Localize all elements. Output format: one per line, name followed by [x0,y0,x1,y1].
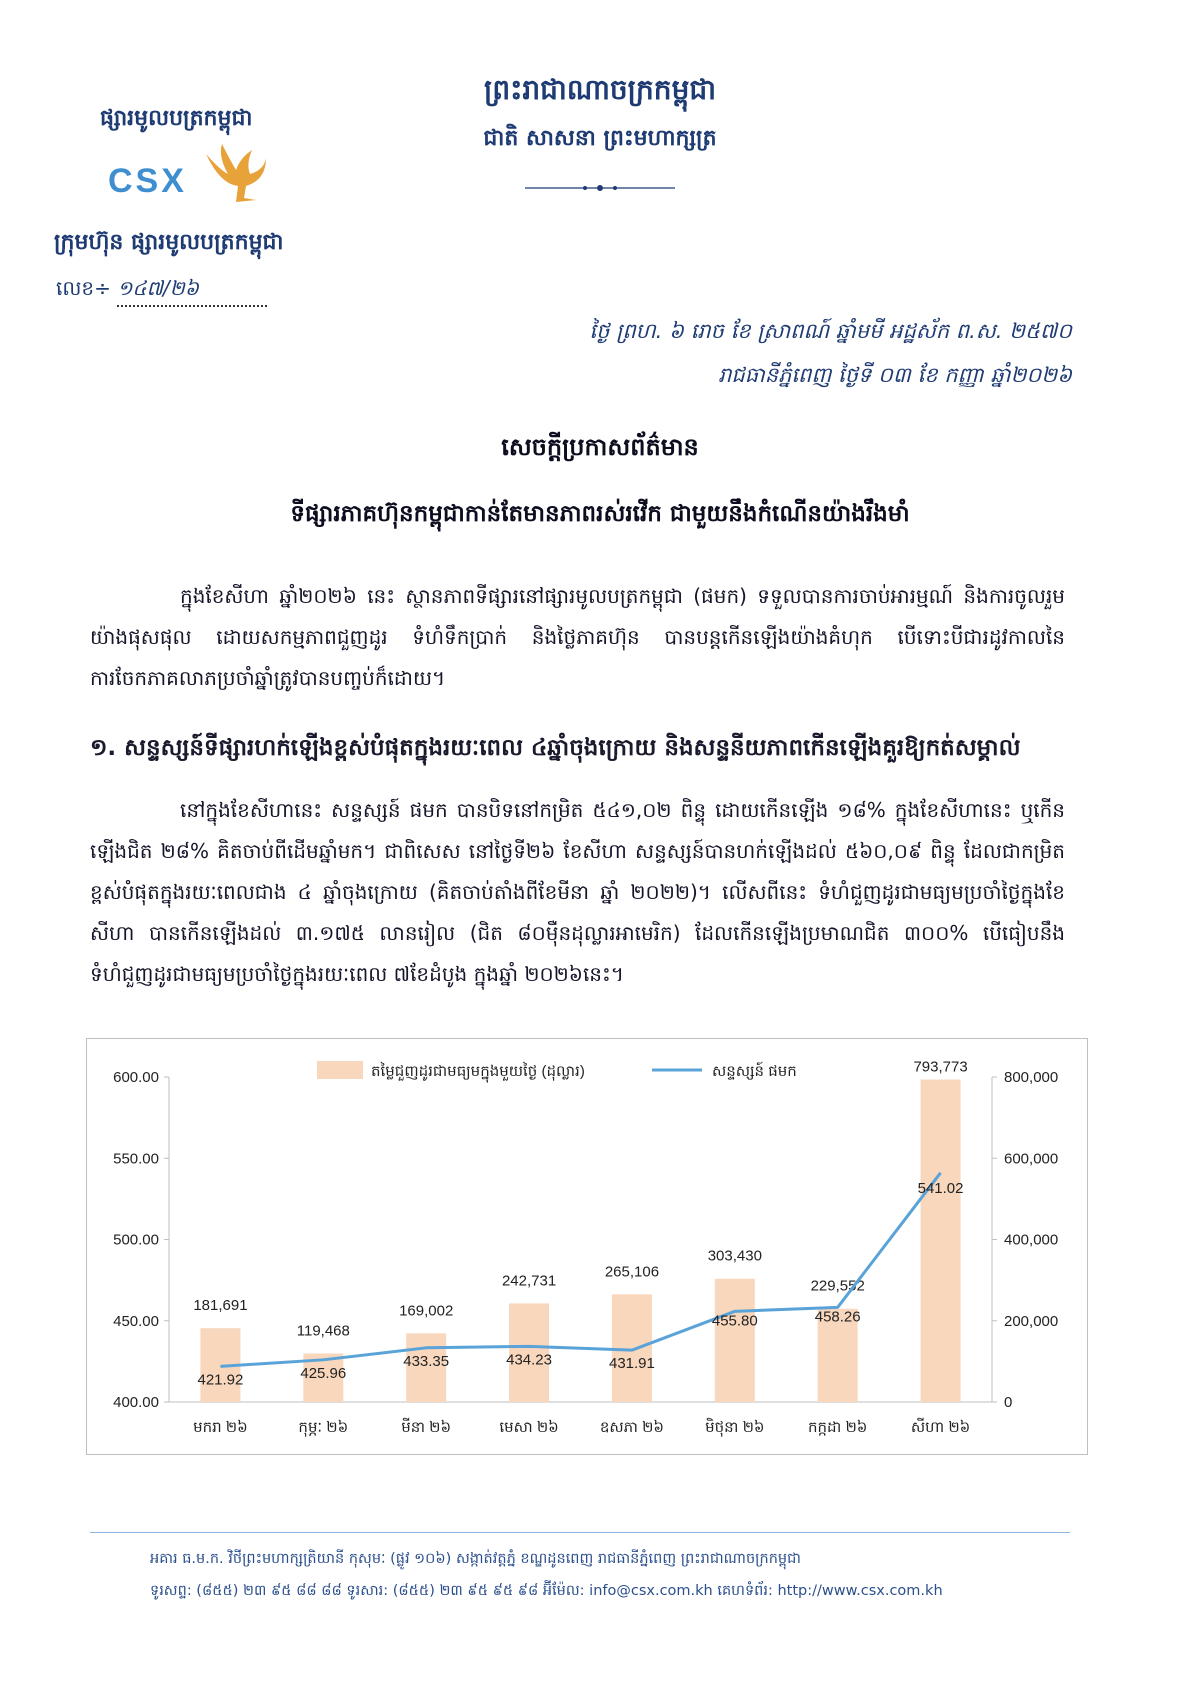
legend-bar-swatch [317,1061,363,1079]
section-1-body: នៅក្នុងខែសីហានេះ សន្ទស្សន៍ ផមក បានបិទនៅកម្រិត ៥៤១,០២ ពិន្ទុ ដោយកើនឡើង ១៨% ក្នុងខែសីហានេះ ឬកើនឡើងជិត ២៨% គិតចាប់ពីដើមឆ្នាំមក។ ជាពិសេស នៅថ្ងៃទី២៦ ខែសីហា សន្ទស្សន៍បានហក់ឡើងដល់ ៥៦០,០៩ ពិន្ទុ ដែលជាកម្រិតខ្ពស់បំផុតក្នុងរយៈពេលជាង ៤ ឆ្នាំចុងក្រោយ (គិតចាប់តាំងពីខែមីនា ឆ្នាំ ២០២២)។ លើសពីនេះ ទំហំជួញដូរជាមធ្យមប្រចាំថ្ងៃក្នុងខែសីហា បានកើនឡើងដល់ ៣.១៧៥ លានរៀល (ជិត ៨០ម៉ឺនដុល្លារអាមេរិក) ដែលកើនឡើងប្រមាណជិត ៣០០% បើធៀបនឹងទំហំជួញដូរជាមធ្យមប្រចាំថ្ងៃក្នុងរយៈពេល ៧ខែដំបូង ក្នុងឆ្នាំ ២០២៦នេះ។ [90,798,1065,986]
left-axis-tick-label: 500.00 [113,1231,159,1249]
left-axis-tick-label: 550.00 [113,1150,159,1168]
bar-data-label: 119,468 [296,1322,350,1340]
left-axis-tick-label: 450.00 [113,1312,159,1330]
section-1-heading: ១. សន្ទស្សន៍ទីផ្សារហក់ឡើងខ្ពស់បំផុតក្នុងរយៈពេល ៤ឆ្នាំចុងក្រោយ និងសន្ទនីយភាពកើនឡើងគួរឱ្យកត់សម្គាល់ [90,735,1021,761]
volume-bar [715,1279,755,1402]
ref-label: លេខ÷ [56,276,111,300]
bar-data-label: 169,002 [399,1302,454,1320]
footer-address: អគារ ធ.ម.ក. វិថីព្រះមហាក្សត្រិយានី កុសុមៈ (ផ្លូវ ១០៦) សង្កាត់វត្តភ្នំ ខណ្ឌដូនពេញ រាជធានីភ្នំពេញ ព្រះរាជាណាចក្រកម្ពុជា [150,1551,801,1567]
footer-divider [90,1532,1070,1533]
right-axis-tick-label: 800,000 [1004,1069,1059,1086]
right-axis-tick-label: 200,000 [1004,1312,1059,1330]
rooster-icon [200,140,270,208]
left-axis-tick-label: 600.00 [113,1069,159,1086]
bar-data-label: 793,773 [913,1058,968,1076]
x-axis-category-label: កុម្ភៈ ២៦ [298,1419,349,1436]
national-motto: ជាតិ សាសនា ព្រះមហាក្សត្រ [483,126,717,151]
bar-data-label: 229,552 [810,1277,865,1295]
line-data-label: 421.92 [197,1371,244,1389]
reference-number [56,275,267,307]
bar-data-label: 265,106 [604,1263,660,1281]
legend-bar-label: តម្លៃជួញដូរជាមធ្យមក្នុងមួយថ្ងៃ (ដុល្លារ) [371,1063,585,1080]
x-axis-category-label: កក្កដា ២៦ [807,1419,868,1436]
line-data-label: 433.35 [403,1352,450,1370]
x-axis-category-label: មិថុនា ២៦ [705,1419,765,1436]
line-data-label: 455.80 [711,1312,758,1330]
csx-logo [100,140,270,210]
ornament-divider [525,180,675,196]
solar-date: រាជធានីភ្នំពេញ ថ្ងៃទី ០៣ ខែ កញ្ញា ឆ្នាំ២០២៦ [718,363,1072,387]
x-axis-category-label: មករា ២៦ [193,1419,248,1436]
chart-canvas [87,1039,1087,1454]
bar-data-label: 181,691 [193,1297,248,1315]
legend-line-label: សន្ទស្សន៍ ផមក [712,1063,797,1080]
line-data-label: 434.23 [506,1351,553,1369]
left-axis-tick-label: 400.00 [113,1394,159,1411]
bar-data-label: 242,731 [501,1272,557,1290]
logo-abbr: CSX [108,162,187,200]
bar-data-label: 303,430 [707,1247,762,1265]
kingdom-title: ព្រះរាជាណាចក្រកម្ពុជា [483,73,716,106]
footer-contacts: ទូរសព្ទ: (៨៥៥) ២៣ ៩៥ ៨៨ ៨៨ ទូរសារ: (៨៥៥) ២៣ ៩៥ ៩៥ ៩៨ អ៊ីម៉ែល: info@csx.com.kh គេហទំព័រ: http://www.csx.com.kh [150,1583,943,1599]
line-data-label: 425.96 [300,1364,347,1382]
x-axis-category-label: មីនា ២៦ [401,1419,452,1436]
x-axis-category-label: ឧសភា ២៦ [599,1419,665,1436]
right-axis-tick-label: 600,000 [1004,1150,1059,1168]
logo-top-text: ផ្សារមូលបត្រកម្ពុជា [100,106,253,131]
x-axis-category-label: សីហា ២៦ [910,1419,971,1436]
line-data-label: 541.02 [917,1179,964,1197]
right-axis-tick-label: 400,000 [1004,1231,1059,1249]
combo-chart [86,1038,1088,1455]
intro-paragraph: ក្នុងខែសីហា ឆ្នាំ២០២៦ នេះ ស្ថានភាពទីផ្សារនៅផ្សារមូលបត្រកម្ពុជា (ផមក) ទទួលបានការចាប់អារម្មណ៍ និងការចូលរួមយ៉ាងផុសផុល ដោយសកម្មភាពជួញដូរ ទំហំទឹកប្រាក់ និងថ្លៃភាគហ៊ុន បានបន្តកើនឡើងយ៉ាងគំហុក បើទោះបីជារដូវកាលនៃការចែកភាគលាភប្រចាំឆ្នាំត្រូវបានបញ្ចប់ក៏ដោយ។ [90,584,1065,690]
company-name: ក្រុមហ៊ុន ផ្សារមូលបត្រកម្ពុជា [54,230,284,255]
x-axis-category-label: មេសា ២៦ [499,1419,559,1436]
volume-bar [921,1080,961,1402]
line-data-label: 431.91 [608,1355,655,1373]
document-type-title: សេចក្តីប្រកាសព័ត៌មាន [501,433,699,461]
lunar-date: ថ្ងៃ ព្រហ. ៦ រោច ខែ ស្រាពណ៍ ឆ្នាំមមី អដ្ឋស័ក ព.ស. ២៥៧០ [589,319,1072,343]
line-data-label: 458.26 [814,1308,861,1326]
main-title: ទីផ្សារភាគហ៊ុនកម្ពុជាកាន់តែមានភាពរស់រវើក ជាមួយនឹងកំណើនយ៉ាងរឹងមាំ [290,501,910,527]
ref-value: ១៤៧/២៦ [117,275,267,307]
right-axis-tick-label: 0 [1004,1394,1013,1411]
